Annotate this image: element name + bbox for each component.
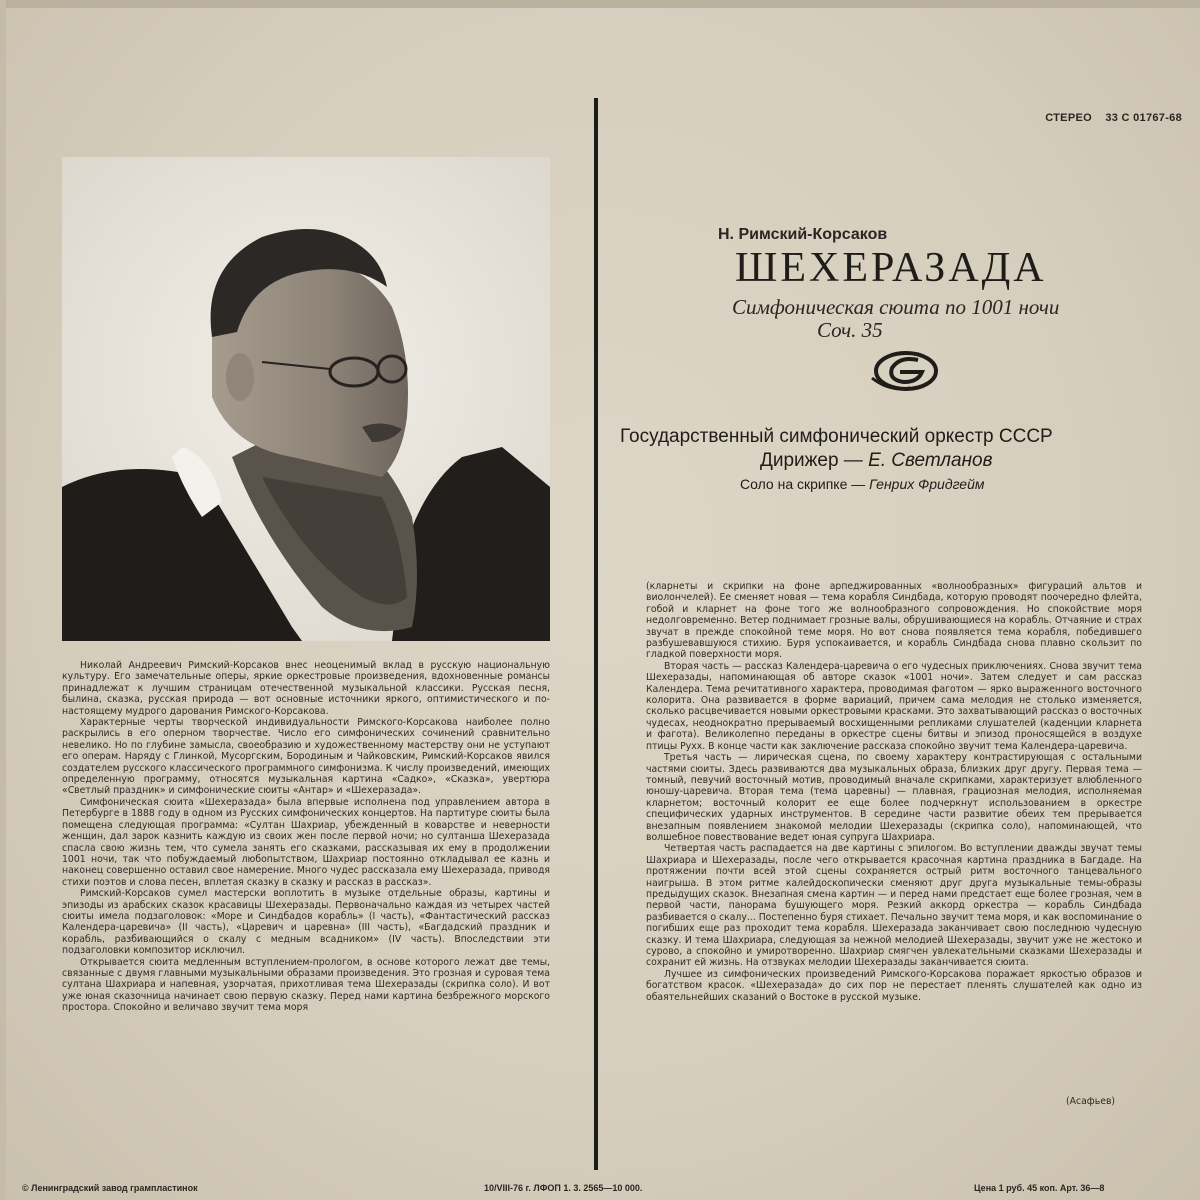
left-paragraph-3: Симфоническая сюита «Шехеразада» была впервые исполнена под управлением автора в Петербурге в 1888 году в одном из Русских симфонических концертов. На партитуре сюиты была помещена следующая программа: «Султан Шахриар, убежденный в коварстве и неверности женщин, дал зарок казнить каждую из своих жен после первой ночи; но султанша Шехеразада спасла свою жизнь тем, что сумела занять его сказками, рассказывая их ему в продолжении 1001 ночи, так что побуждаемый любопытством, Шахриар постоянно откладывал ее казнь и наконец совершенно оставил свое намерение. Много чудес рассказала ему Шехеразада, приводя стихи поэтов и слова песен, вплетая сказку в сказку и рассказ в рассказ».	[62, 796, 550, 888]
right-paragraph-4: Четвертая часть распадается на две картины с эпилогом. Во вступлении дважды звучат темы Шахриара и Шехеразады, после чего открывается красочная картина праздника в Багдаде. На протяжении почти всей этой сцены сохраняется острый ритм восточного танцевального наигрыша. В этом ритме калейдоскопически сменяют друг друга музыкальные темы-образы предыдущих сказок. Внезапная смена картин — и перед нами предстает еще более грозная, чем в первой части, панорама бушующего моря. Резкий аккорд оркестра — корабль Синдбада разбивается о скалу... Постепенно буря стихает. Печально звучит тема моря, и как воспоминание о погибших еще раз проходит тема корабля. Шехеразада заканчивает свою последнюю чудесную сказку. И тема Шахриара, следующая за нежной мелодией Шехеразады, звучит уже не жестоко и сурово, а спокойно и умиротворенно. Шахриар смягчен увлекательными сказками Шехеразады и сохранит ей жизнь. На отзвуках мелодии Шехеразады заканчивается сюита.	[646, 843, 1142, 969]
left-paragraph-2: Характерные черты творческой индивидуальности Римского-Корсакова наиболее полно раскрылись в его оперном творчестве. Число его симфонических сочинений сравнительно невелико. Но по глубине замысла, своеобразию и художественному мастерству они не уступают его операм. Наряду с Глинкой, Мусоргским, Бородиным и Чайковским, Римский-Корсаков явился создателем русского классического программного симфонизма. К числу произведений, имеющих определенную программу, относятся музыкальная картина «Садко», «Сказка», увертюра «Светлый праздник» и симфонические сюиты «Антар» и «Шехеразада».	[62, 717, 550, 797]
portrait-photo-icon	[62, 157, 550, 641]
right-paragraph-1: (кларнеты и скрипки на фоне арпеджированных «волнообразных» фигураций альтов и виолончелей). Ее сменяет новая — тема корабля Синдбада, которую проводят поочередно флейта, гобой и кларнет на фоне того же волнообразного сопровождения. Но спокойствие моря недолговременно. Ветер поднимает грозные валы, обрушивающиеся на корабль. Отчаяние и страх звучат в прежде спокойной теме моря. Но вот снова появляется тема корабля, победившего разбушевавшуюся стихию. Буря успокаивается, и корабль Синдбада снова плавно скользит по гладкой поверхности моря.	[646, 581, 1142, 661]
soloist-line	[740, 476, 984, 492]
conductor-line	[760, 450, 993, 472]
left-paragraph-5: Открывается сюита медленным вступлением-прологом, в основе которого лежат две темы, связанные с двумя главными музыкальными образами произведения. Это грозная и суровая тема султана Шахриара и напевная, узорчатая, прихотливая тема Шехеразады (скрипка соло). И вот уже юная сказочница начинает свою первую сказку. Перед нами картина безбрежного морского простора. Спокойно и величаво звучит тема моря	[62, 956, 550, 1014]
work-title: ШЕХЕРАЗАДА	[735, 245, 1047, 291]
left-paragraph-1: Николай Андреевич Римский-Корсаков внес неоценимый вклад в русскую национальную культуру. Его замечательные оперы, яркие оркестровые произведения, вдохновенные романсы принадлежат к лучшим страницам отечественной музыкальной классики. Русская песня, былина, сказка, русская природа — вот основные источники яркого, оптимистического и по-настоящему мудрого дарования Римского-Корсакова.	[62, 660, 550, 717]
work-subtitle: Симфоническая сюита по 1001 ночи	[732, 295, 1060, 319]
right-paragraph-3: Третья часть — лирическая сцена, по своему характеру контрастирующая с остальными частями сюиты. Здесь развиваются два музыкальных образа, близких друг другу. Первая тема — томный, певучий восточный мотив, проводимый вначале скрипками, характеризует влюбленного юношу-царевича. Вторая тема (тема царевны) — плавная, грациозная мелодия, исполняемая кларнетом; восточный колорит ее еще более подчеркнут использованием в оркестре специфических ударных инструментов. В середине части развитие обеих тем прерывается внезапным появлением знакомой мелодии Шехеразады (скрипка соло), напоминающей, что волшебное повествование ведет юная супруга Шахриара.	[646, 752, 1142, 843]
left-paragraph-4: Римский-Корсаков сумел мастерски воплотить в музыке отдельные образы, картины и эпизоды из арабских сказок красавицы Шехеразады. Первоначально каждая из четырех частей сюиты имела подзаголовок: «Море и Синдбадов корабль» (I часть), «Фантастический рассказ Календера-царевича» (II часть), «Царевич и царевна» (III часть), «Багдадский праздник и корабль, разбивающийся о скалу с медным всадником» (IV часть). Впоследствии эти подзаголовки композитор исключил.	[62, 888, 550, 957]
footer-publisher: © Ленинградский завод грампластинок	[22, 1183, 198, 1193]
sleeve-left-edge	[0, 0, 6, 1200]
stereo-label: СТЕРЕО	[1045, 112, 1092, 124]
orchestra-name: Государственный симфонический оркестр СССР	[620, 426, 1053, 447]
melodiya-logo-icon	[870, 346, 942, 396]
catalog-code: 33 С 01767-68	[1105, 112, 1182, 124]
column-divider	[594, 98, 598, 1170]
opus-number: Соч. 35	[817, 318, 883, 342]
conductor-label: Дирижер —	[760, 450, 863, 471]
composer-name: Н. Римский-Корсаков	[718, 226, 888, 243]
right-paragraph-5: Лучшее из симфонических произведений Римского-Корсакова поражает яркостью образов и богатством красок. «Шехеразада» до сих пор не перестает пленять слушателей как одно из обаятельнейших сказаний о Востоке в русской музыке.	[646, 968, 1142, 1003]
catalog-number	[1035, 112, 1182, 124]
footer-print-info: 10/VIII-76 г. ЛФОП 1. 3. 2565—10 000.	[484, 1183, 643, 1193]
program-notes-text-right	[646, 581, 1142, 1003]
sleeve-top-edge	[0, 0, 1200, 8]
right-paragraph-2: Вторая часть — рассказ Календера-царевича о его чудесных приключениях. Снова звучит тема Шехеразады, напоминающая об авторе сказок «1001 ночи». Затем следует и сам рассказ Календера. Тема речитативного характера, проводимая фаготом — ярко выраженного восточного колорита. Она развивается в форме вариаций, причем сама мелодия не столько изменяется, сколько расцвечивается новыми оркестровыми красками. Это захватывающий рассказ о восточных чудесах, неоднократно прерываемый восхищенными репликами слушателей (каденции кларнета и фагота). Великолепно переданы в оркестре сцены битвы и эпизод проносящейся в воздухе птицы Рухх. В конце части как заключение рассказа спокойно звучит тема Календера-царевича.	[646, 660, 1142, 752]
soloist-label: Соло на скрипке —	[740, 476, 866, 492]
biography-text-left	[62, 660, 550, 1014]
author-credit: (Асафьев)	[1066, 1096, 1116, 1107]
footer-price: Цена 1 руб. 45 коп. Арт. 36—8	[974, 1183, 1105, 1193]
conductor-name: Е. Светланов	[868, 450, 993, 471]
soloist-name: Генрих Фридгейм	[869, 476, 985, 492]
composer-portrait	[62, 157, 550, 641]
